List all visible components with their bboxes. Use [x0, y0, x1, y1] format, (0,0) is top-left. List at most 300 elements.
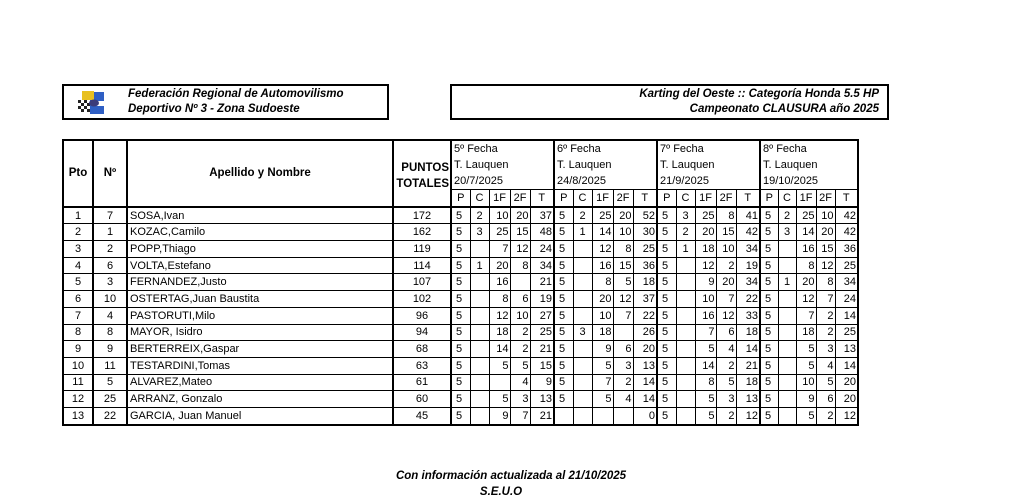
score-p-cell: 5 — [451, 274, 470, 291]
score-2f-cell: 10 — [816, 207, 835, 224]
kart-number-cell: 11 — [93, 357, 127, 374]
score-1f-cell: 8 — [796, 257, 816, 274]
score-p-cell: 5 — [554, 291, 573, 308]
sub-header-2f: 2F — [613, 190, 633, 207]
score-p-cell — [554, 407, 573, 424]
score-1f-cell: 7 — [695, 324, 716, 341]
score-2f-cell: 20 — [716, 274, 736, 291]
position-cell: 9 — [63, 341, 93, 358]
score-t-cell: 37 — [530, 207, 554, 224]
score-1f-cell: 10 — [592, 307, 613, 324]
kart-number-cell: 1 — [93, 224, 127, 241]
kart-number-cell: 2 — [93, 241, 127, 258]
score-2f-cell: 6 — [716, 324, 736, 341]
kart-number-cell: 5 — [93, 374, 127, 391]
sub-header-1f: 1F — [695, 190, 716, 207]
score-1f-cell: 25 — [796, 207, 816, 224]
standings-row — [63, 307, 858, 324]
federation-logo-icon — [76, 88, 106, 118]
score-p-cell: 5 — [760, 291, 778, 308]
score-p-cell: 5 — [451, 207, 470, 224]
score-2f-cell: 4 — [613, 391, 633, 408]
sub-header-p: P — [760, 190, 778, 207]
score-c-cell — [470, 274, 489, 291]
standings-row — [63, 341, 858, 358]
score-p-cell: 5 — [760, 341, 778, 358]
score-c-cell — [573, 341, 592, 358]
standings-table — [62, 139, 859, 426]
score-1f-cell: 14 — [796, 224, 816, 241]
score-t-cell: 14 — [633, 374, 657, 391]
score-p-cell: 5 — [760, 207, 778, 224]
score-c-cell — [573, 407, 592, 424]
score-1f-cell: 25 — [489, 224, 510, 241]
position-cell: 8 — [63, 324, 93, 341]
total-points-cell: 45 — [393, 407, 451, 424]
total-points-cell: 68 — [393, 341, 451, 358]
score-c-cell — [676, 257, 695, 274]
kart-number-cell: 7 — [93, 207, 127, 224]
score-c-cell: 3 — [676, 207, 695, 224]
score-t-cell: 22 — [736, 291, 760, 308]
fecha-title: 7º Fecha — [657, 140, 760, 157]
score-c-cell — [676, 391, 695, 408]
score-t-cell: 42 — [736, 224, 760, 241]
score-c-cell — [470, 291, 489, 308]
kart-number-cell: 9 — [93, 341, 127, 358]
score-p-cell: 5 — [760, 374, 778, 391]
score-t-cell: 34 — [736, 241, 760, 258]
score-c-cell — [778, 257, 796, 274]
score-p-cell: 5 — [554, 207, 573, 224]
score-c-cell: 1 — [470, 257, 489, 274]
position-cell: 1 — [63, 207, 93, 224]
score-2f-cell: 7 — [716, 291, 736, 308]
driver-name-cell: PASTORUTI,Milo — [127, 307, 393, 324]
score-1f-cell: 20 — [796, 274, 816, 291]
score-c-cell — [470, 307, 489, 324]
sub-header-1f: 1F — [796, 190, 816, 207]
kart-number-cell: 8 — [93, 324, 127, 341]
score-2f-cell: 2 — [816, 307, 835, 324]
score-1f-cell: 5 — [796, 341, 816, 358]
position-cell: 10 — [63, 357, 93, 374]
score-c-cell — [676, 324, 695, 341]
score-c-cell — [470, 341, 489, 358]
score-p-cell: 5 — [760, 224, 778, 241]
score-2f-cell — [613, 324, 633, 341]
score-c-cell — [573, 307, 592, 324]
sub-header-t: T — [530, 190, 554, 207]
score-2f-cell: 8 — [613, 241, 633, 258]
score-2f-cell: 12 — [510, 241, 530, 258]
fecha-date: 24/8/2025 — [554, 173, 657, 190]
total-points-cell: 60 — [393, 391, 451, 408]
score-1f-cell: 20 — [695, 224, 716, 241]
sub-header-1f: 1F — [592, 190, 613, 207]
score-c-cell — [778, 291, 796, 308]
score-2f-cell: 12 — [613, 291, 633, 308]
standings-row — [63, 324, 858, 341]
score-2f-cell: 2 — [816, 407, 835, 424]
score-1f-cell: 18 — [592, 324, 613, 341]
score-p-cell: 5 — [554, 274, 573, 291]
score-t-cell: 12 — [835, 407, 858, 424]
score-t-cell: 33 — [736, 307, 760, 324]
score-t-cell: 13 — [633, 357, 657, 374]
score-c-cell — [778, 341, 796, 358]
score-p-cell: 5 — [657, 274, 676, 291]
driver-name-cell: ARRANZ, Gonzalo — [127, 391, 393, 408]
score-1f-cell: 16 — [592, 257, 613, 274]
score-2f-cell: 10 — [613, 224, 633, 241]
score-p-cell: 5 — [657, 207, 676, 224]
score-p-cell: 5 — [657, 341, 676, 358]
score-1f-cell: 25 — [592, 207, 613, 224]
score-t-cell: 42 — [835, 207, 858, 224]
col-header-name: Apellido y Nombre — [127, 140, 393, 207]
sub-header-p: P — [657, 190, 676, 207]
total-points-cell: 61 — [393, 374, 451, 391]
score-t-cell: 52 — [633, 207, 657, 224]
sub-header-1f: 1F — [489, 190, 510, 207]
score-t-cell: 34 — [835, 274, 858, 291]
score-c-cell — [573, 241, 592, 258]
score-1f-cell: 18 — [489, 324, 510, 341]
score-c-cell: 3 — [573, 324, 592, 341]
score-c-cell — [470, 241, 489, 258]
score-c-cell — [778, 407, 796, 424]
score-t-cell: 19 — [530, 291, 554, 308]
score-t-cell: 14 — [633, 391, 657, 408]
score-2f-cell — [613, 407, 633, 424]
score-t-cell: 21 — [530, 341, 554, 358]
score-t-cell: 13 — [530, 391, 554, 408]
driver-name-cell: VOLTA,Estefano — [127, 257, 393, 274]
sub-header-c: C — [573, 190, 592, 207]
score-2f-cell: 2 — [716, 357, 736, 374]
score-t-cell: 14 — [736, 341, 760, 358]
score-t-cell: 26 — [633, 324, 657, 341]
score-t-cell: 18 — [736, 374, 760, 391]
score-t-cell: 36 — [633, 257, 657, 274]
score-t-cell: 24 — [835, 291, 858, 308]
score-p-cell: 5 — [554, 374, 573, 391]
score-1f-cell: 16 — [796, 241, 816, 258]
score-c-cell: 1 — [573, 224, 592, 241]
score-1f-cell: 20 — [489, 257, 510, 274]
score-p-cell: 5 — [554, 324, 573, 341]
total-points-cell: 63 — [393, 357, 451, 374]
score-1f-cell: 12 — [695, 257, 716, 274]
score-p-cell: 5 — [554, 357, 573, 374]
sub-header-2f: 2F — [816, 190, 835, 207]
position-cell: 6 — [63, 291, 93, 308]
score-c-cell: 2 — [778, 207, 796, 224]
score-c-cell: 2 — [676, 224, 695, 241]
fecha-place: T. Lauquen — [451, 157, 554, 173]
score-p-cell: 5 — [657, 374, 676, 391]
score-1f-cell — [592, 407, 613, 424]
sub-header-c: C — [676, 190, 695, 207]
score-1f-cell: 5 — [489, 391, 510, 408]
total-points-label-2: TOTALES — [396, 178, 449, 191]
position-cell: 4 — [63, 257, 93, 274]
score-t-cell: 34 — [736, 274, 760, 291]
kart-number-cell: 3 — [93, 274, 127, 291]
driver-name-cell: TESTARDINI,Tomas — [127, 357, 393, 374]
score-2f-cell: 5 — [510, 357, 530, 374]
total-points-label-1: PUNTOS — [401, 162, 449, 175]
score-2f-cell: 15 — [613, 257, 633, 274]
score-1f-cell: 5 — [796, 407, 816, 424]
score-2f-cell: 10 — [510, 307, 530, 324]
score-t-cell: 20 — [835, 374, 858, 391]
score-2f-cell: 10 — [716, 241, 736, 258]
total-points-cell: 162 — [393, 224, 451, 241]
score-2f-cell: 3 — [816, 341, 835, 358]
fecha-title: 5º Fecha — [451, 140, 554, 157]
score-t-cell: 20 — [835, 391, 858, 408]
fecha-place: T. Lauquen — [657, 157, 760, 173]
score-2f-cell: 5 — [613, 274, 633, 291]
score-p-cell: 5 — [451, 224, 470, 241]
sub-header-p: P — [451, 190, 470, 207]
score-t-cell: 13 — [835, 341, 858, 358]
score-1f-cell: 14 — [592, 224, 613, 241]
score-2f-cell: 3 — [613, 357, 633, 374]
standings-row — [63, 274, 858, 291]
score-p-cell: 5 — [760, 407, 778, 424]
position-cell: 7 — [63, 307, 93, 324]
total-points-cell: 119 — [393, 241, 451, 258]
score-p-cell: 5 — [657, 324, 676, 341]
fecha-title: 6º Fecha — [554, 140, 657, 157]
score-p-cell: 5 — [554, 257, 573, 274]
score-2f-cell: 7 — [510, 407, 530, 424]
score-1f-cell: 25 — [695, 207, 716, 224]
score-t-cell: 21 — [736, 357, 760, 374]
score-c-cell — [676, 341, 695, 358]
score-1f-cell: 9 — [695, 274, 716, 291]
position-cell: 3 — [63, 241, 93, 258]
score-p-cell: 5 — [451, 407, 470, 424]
score-t-cell: 37 — [633, 291, 657, 308]
total-points-cell: 102 — [393, 291, 451, 308]
score-2f-cell — [510, 274, 530, 291]
driver-name-cell: ALVAREZ,Mateo — [127, 374, 393, 391]
score-p-cell: 5 — [760, 257, 778, 274]
federation-name: Federación Regional de Automovilismo — [128, 88, 344, 100]
sub-header-c: C — [778, 190, 796, 207]
score-1f-cell: 7 — [592, 374, 613, 391]
score-2f-cell: 2 — [716, 407, 736, 424]
score-c-cell — [676, 291, 695, 308]
score-p-cell: 5 — [657, 307, 676, 324]
score-p-cell: 5 — [451, 241, 470, 258]
score-t-cell: 0 — [633, 407, 657, 424]
score-p-cell: 5 — [657, 391, 676, 408]
score-2f-cell: 6 — [510, 291, 530, 308]
sub-header-t: T — [835, 190, 858, 207]
fecha-date: 19/10/2025 — [760, 173, 858, 190]
score-1f-cell: 14 — [489, 341, 510, 358]
kart-number-cell: 6 — [93, 257, 127, 274]
score-p-cell: 5 — [760, 324, 778, 341]
fecha-place: T. Lauquen — [554, 157, 657, 173]
score-t-cell: 22 — [633, 307, 657, 324]
score-2f-cell: 8 — [510, 257, 530, 274]
score-c-cell — [470, 357, 489, 374]
score-1f-cell: 12 — [489, 307, 510, 324]
score-c-cell — [676, 307, 695, 324]
kart-number-cell: 22 — [93, 407, 127, 424]
score-2f-cell: 6 — [613, 341, 633, 358]
score-1f-cell: 16 — [489, 274, 510, 291]
standings-row — [63, 207, 858, 224]
score-p-cell: 5 — [760, 357, 778, 374]
score-c-cell — [573, 257, 592, 274]
score-p-cell: 5 — [554, 224, 573, 241]
score-1f-cell: 12 — [592, 241, 613, 258]
score-c-cell: 2 — [470, 207, 489, 224]
score-2f-cell: 15 — [716, 224, 736, 241]
kart-number-cell: 25 — [93, 391, 127, 408]
score-1f-cell: 5 — [695, 341, 716, 358]
score-c-cell — [573, 274, 592, 291]
score-t-cell: 14 — [835, 357, 858, 374]
score-1f-cell: 5 — [796, 357, 816, 374]
score-2f-cell: 12 — [716, 307, 736, 324]
driver-name-cell: BERTERREIX,Gaspar — [127, 341, 393, 358]
score-1f-cell: 8 — [489, 291, 510, 308]
score-1f-cell: 5 — [695, 391, 716, 408]
score-2f-cell: 4 — [816, 357, 835, 374]
score-c-cell — [470, 374, 489, 391]
score-1f-cell: 12 — [796, 291, 816, 308]
score-c-cell — [470, 324, 489, 341]
score-2f-cell: 20 — [816, 224, 835, 241]
total-points-cell: 114 — [393, 257, 451, 274]
score-2f-cell: 8 — [716, 207, 736, 224]
kart-number-cell: 10 — [93, 291, 127, 308]
score-p-cell: 5 — [451, 257, 470, 274]
score-p-cell: 5 — [657, 357, 676, 374]
score-1f-cell: 7 — [796, 307, 816, 324]
driver-name-cell: FERNANDEZ,Justo — [127, 274, 393, 291]
score-2f-cell: 2 — [816, 324, 835, 341]
score-c-cell: 1 — [778, 274, 796, 291]
score-p-cell: 5 — [554, 241, 573, 258]
championship-header-box — [450, 84, 889, 120]
score-1f-cell: 5 — [592, 391, 613, 408]
score-p-cell: 5 — [451, 307, 470, 324]
score-1f-cell: 5 — [489, 357, 510, 374]
score-p-cell: 5 — [451, 324, 470, 341]
update-note: Con información actualizada al 21/10/2025 — [395, 470, 627, 482]
score-c-cell — [778, 357, 796, 374]
score-2f-cell: 2 — [613, 374, 633, 391]
driver-name-cell: OSTERTAG,Juan Baustita — [127, 291, 393, 308]
score-c-cell: 1 — [676, 241, 695, 258]
score-c-cell — [676, 274, 695, 291]
col-header-pto: Pto — [63, 140, 93, 207]
score-t-cell: 25 — [633, 241, 657, 258]
score-t-cell: 30 — [633, 224, 657, 241]
seuo-note: S.E.U.O — [479, 486, 523, 498]
score-t-cell: 21 — [530, 274, 554, 291]
standings-row — [63, 241, 858, 258]
score-t-cell: 18 — [736, 324, 760, 341]
score-c-cell — [573, 357, 592, 374]
score-1f-cell: 14 — [695, 357, 716, 374]
score-t-cell: 41 — [736, 207, 760, 224]
score-c-cell: 3 — [778, 224, 796, 241]
standings-row — [63, 407, 858, 424]
score-1f-cell: 18 — [796, 324, 816, 341]
sub-header-t: T — [633, 190, 657, 207]
standings-row — [63, 224, 858, 241]
sub-header-c: C — [470, 190, 489, 207]
total-points-cell: 107 — [393, 274, 451, 291]
score-c-cell: 2 — [573, 207, 592, 224]
score-t-cell: 9 — [530, 374, 554, 391]
score-c-cell — [676, 357, 695, 374]
score-p-cell: 5 — [451, 291, 470, 308]
score-2f-cell: 2 — [510, 341, 530, 358]
driver-name-cell: MAYOR, Isidro — [127, 324, 393, 341]
score-c-cell — [676, 374, 695, 391]
score-c-cell — [470, 391, 489, 408]
score-2f-cell: 4 — [716, 341, 736, 358]
score-p-cell: 5 — [760, 274, 778, 291]
score-2f-cell: 20 — [613, 207, 633, 224]
score-t-cell: 12 — [736, 407, 760, 424]
score-c-cell — [470, 407, 489, 424]
score-p-cell: 5 — [451, 374, 470, 391]
score-p-cell: 5 — [657, 241, 676, 258]
score-c-cell — [573, 374, 592, 391]
score-t-cell: 27 — [530, 307, 554, 324]
score-1f-cell: 5 — [695, 407, 716, 424]
score-1f-cell: 10 — [489, 207, 510, 224]
total-points-cell: 172 — [393, 207, 451, 224]
score-p-cell: 5 — [554, 307, 573, 324]
score-1f-cell: 9 — [489, 407, 510, 424]
fecha-title: 8º Fecha — [760, 140, 858, 157]
score-p-cell: 5 — [554, 341, 573, 358]
score-t-cell: 14 — [835, 307, 858, 324]
score-p-cell: 5 — [451, 341, 470, 358]
score-1f-cell: 16 — [695, 307, 716, 324]
sub-header-2f: 2F — [716, 190, 736, 207]
score-2f-cell: 12 — [816, 257, 835, 274]
score-p-cell: 5 — [760, 241, 778, 258]
federation-header-box — [62, 84, 389, 120]
score-c-cell: 3 — [470, 224, 489, 241]
sub-header-2f: 2F — [510, 190, 530, 207]
kart-number-cell: 4 — [93, 307, 127, 324]
standings-row — [63, 374, 858, 391]
col-header-total-points — [393, 140, 451, 207]
total-points-cell: 96 — [393, 307, 451, 324]
driver-name-cell: POPP,Thiago — [127, 241, 393, 258]
score-2f-cell: 4 — [510, 374, 530, 391]
position-cell: 5 — [63, 274, 93, 291]
score-1f-cell: 9 — [796, 391, 816, 408]
score-c-cell — [778, 324, 796, 341]
score-t-cell: 42 — [835, 224, 858, 241]
